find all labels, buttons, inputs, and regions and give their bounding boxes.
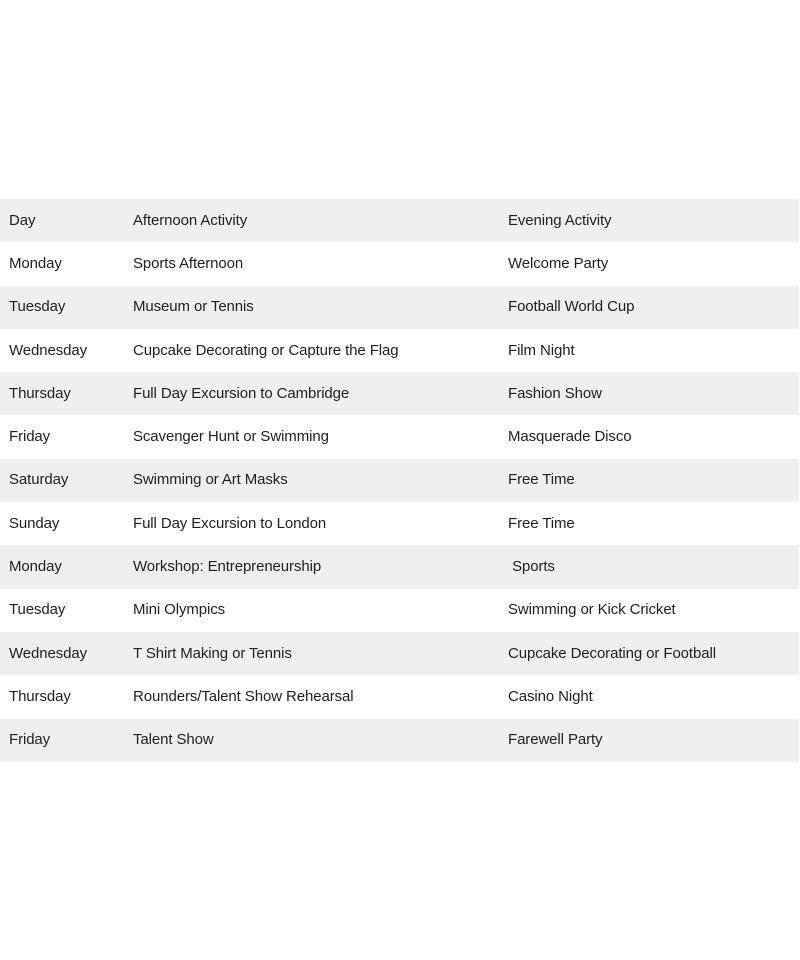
day-cell: Wednesday <box>0 632 133 675</box>
afternoon-activity-cell: Full Day Excursion to London <box>133 502 508 545</box>
day-cell: Monday <box>0 545 133 588</box>
day-cell: Monday <box>0 242 133 285</box>
day-cell: Friday <box>0 415 133 458</box>
table-row <box>0 719 799 762</box>
header-afternoon-activity: Afternoon Activity <box>133 199 508 242</box>
table-row <box>0 502 799 545</box>
day-cell: Saturday <box>0 459 133 502</box>
table-row <box>0 329 799 372</box>
day-cell: Tuesday <box>0 286 133 329</box>
day-cell: Friday <box>0 719 133 762</box>
table-row <box>0 545 799 588</box>
header-evening-activity: Evening Activity <box>508 199 799 242</box>
table-row <box>0 415 799 458</box>
day-cell: Tuesday <box>0 589 133 632</box>
evening-activity-cell: Film Night <box>508 329 799 372</box>
table-row <box>0 632 799 675</box>
table-header-row <box>0 199 799 242</box>
table-row <box>0 589 799 632</box>
evening-activity-cell: Welcome Party <box>508 242 799 285</box>
afternoon-activity-cell: Swimming or Art Masks <box>133 459 508 502</box>
evening-activity-cell: Swimming or Kick Cricket <box>508 589 799 632</box>
afternoon-activity-cell: T Shirt Making or Tennis <box>133 632 508 675</box>
evening-activity-cell: Free Time <box>508 459 799 502</box>
evening-activity-cell: Free Time <box>508 502 799 545</box>
afternoon-activity-cell: Sports Afternoon <box>133 242 508 285</box>
header-day: Day <box>0 199 133 242</box>
afternoon-activity-cell: Cupcake Decorating or Capture the Flag <box>133 329 508 372</box>
afternoon-activity-cell: Mini Olympics <box>133 589 508 632</box>
activity-schedule-table <box>0 199 799 762</box>
table-row <box>0 675 799 718</box>
day-cell: Wednesday <box>0 329 133 372</box>
table-row <box>0 372 799 415</box>
table-row <box>0 286 799 329</box>
evening-activity-cell: Football World Cup <box>508 286 799 329</box>
afternoon-activity-cell: Workshop: Entrepreneurship <box>133 545 508 588</box>
afternoon-activity-cell: Rounders/Talent Show Rehearsal <box>133 675 508 718</box>
afternoon-activity-cell: Talent Show <box>133 719 508 762</box>
day-cell: Thursday <box>0 675 133 718</box>
table-row <box>0 242 799 285</box>
afternoon-activity-cell: Full Day Excursion to Cambridge <box>133 372 508 415</box>
day-cell: Thursday <box>0 372 133 415</box>
table-row <box>0 459 799 502</box>
afternoon-activity-cell: Museum or Tennis <box>133 286 508 329</box>
evening-activity-cell: Cupcake Decorating or Football <box>508 632 799 675</box>
evening-activity-cell: Fashion Show <box>508 372 799 415</box>
day-cell: Sunday <box>0 502 133 545</box>
evening-activity-cell: Sports <box>508 545 799 588</box>
evening-activity-cell: Casino Night <box>508 675 799 718</box>
evening-activity-cell: Masquerade Disco <box>508 415 799 458</box>
evening-activity-cell: Farewell Party <box>508 719 799 762</box>
afternoon-activity-cell: Scavenger Hunt or Swimming <box>133 415 508 458</box>
